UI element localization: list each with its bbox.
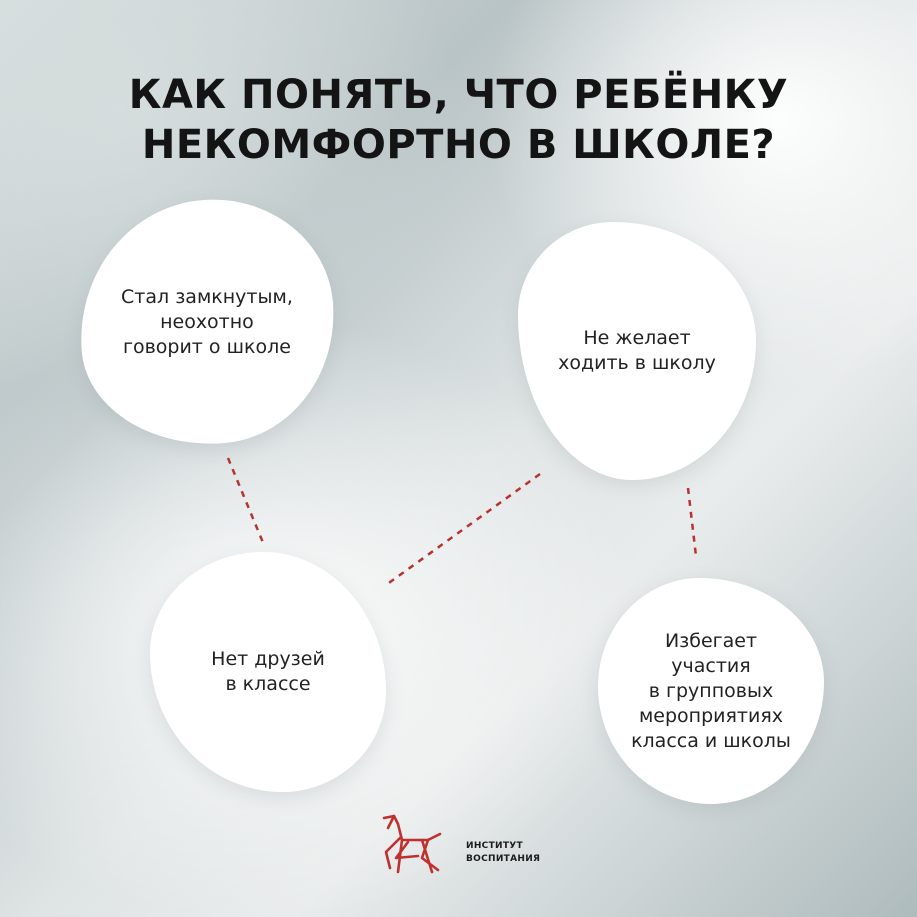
bubble-unwilling-to-attend-text: Не желает ходить в школу (558, 327, 716, 374)
title-line-1: КАК ПОНЯТЬ, ЧТО РЕБЁНКУ (128, 72, 789, 118)
connector-bubble2-to-bubble3 (386, 474, 540, 585)
institute-horse-logo-icon (378, 812, 448, 878)
title-line-2: НЕКОМФОРТНО В ШКОЛЕ? (141, 122, 776, 168)
bubble-withdrawn-text: Стал замкнутым, неохотно говорит о школе (121, 285, 293, 358)
logo-line-1: ИНСТИТУТ (466, 841, 523, 851)
connector-bubble2-to-bubble4 (688, 488, 696, 556)
logo-wordmark (466, 840, 540, 866)
logo-line-2: ВОСПИТАНИЯ (466, 854, 541, 864)
bubble-no-friends-text: Нет друзей в классе (211, 648, 325, 695)
bubble-avoids-activities-text: Избегает участия в групповых мероприятиях класса и школы (631, 629, 791, 752)
connector-bubble1-to-bubble3 (228, 458, 264, 545)
